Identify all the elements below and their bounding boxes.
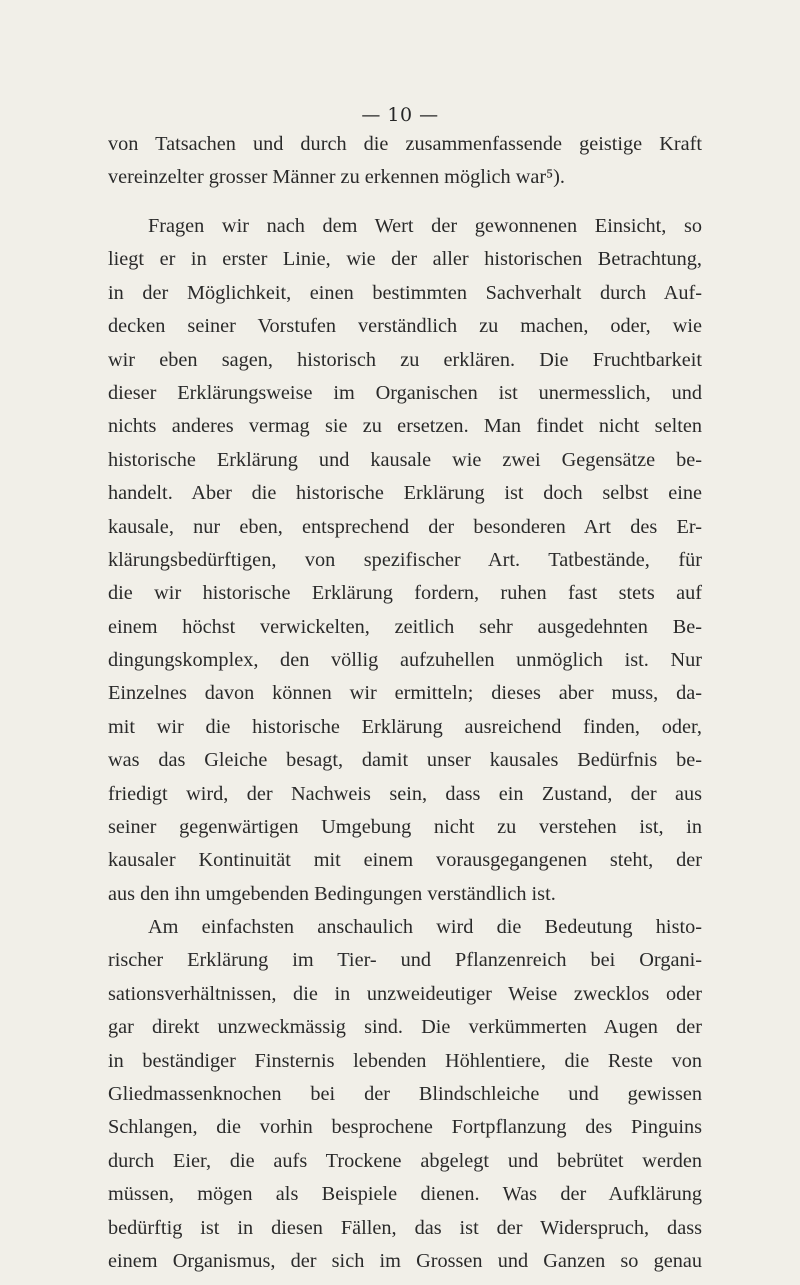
text-line: liegt er in erster Linie, wie der aller historischen Betrachtung, — [108, 248, 702, 271]
paragraph-example — [108, 911, 702, 1278]
text-line: sationsverhältnissen, die in unzweideutiger Weise zwecklos oder — [108, 982, 702, 1005]
text-line: einem Organismus, der sich im Grossen und Ganzen so genau — [108, 1249, 702, 1272]
text-line: klärungsbedürftigen, von spezifischer Art. Tatbestände, für — [108, 548, 702, 571]
paragraph-value-of-insight — [108, 210, 702, 911]
text-line: wir eben sagen, historisch zu erklären. Die Fruchtbarkeit — [108, 348, 702, 371]
text-line: was das Gleiche besagt, damit unser kausales Bedürfnis be- — [108, 749, 702, 772]
text-line: bedürftig ist in diesen Fällen, das ist der Widerspruch, dass — [108, 1216, 702, 1239]
text-line: von Tatsachen und durch die zusammenfassende geistige Kraft — [108, 133, 702, 155]
text-line: historische Erklärung und kausale wie zwei Gegensätze be- — [108, 448, 702, 471]
text-line: Schlangen, die vorhin besprochene Fortpflanzung des Pinguins — [108, 1116, 702, 1139]
text-line: kausaler Kontinuität mit einem vorausgegangenen steht, der — [108, 849, 702, 872]
page-number: — 10 — — [361, 104, 439, 126]
text-line: friedigt wird, der Nachweis sein, dass ein Zustand, der aus — [108, 782, 702, 805]
text-line: mit wir die historische Erklärung ausreichend finden, oder, — [108, 715, 702, 738]
text-line: dingungskomplex, den völlig aufzuhellen unmöglich ist. Nur — [108, 649, 702, 672]
text-line: in der Möglichkeit, einen bestimmten Sachverhalt durch Auf- — [108, 281, 702, 304]
text-line: einem höchst verwickelten, zeitlich sehr ausgedehnten Be- — [108, 615, 702, 638]
text-line: Einzelnes davon können wir ermitteln; dieses aber muss, da- — [108, 682, 702, 705]
paragraph-continuation — [108, 128, 702, 195]
text-line: handelt. Aber die historische Erklärung ist doch selbst eine — [108, 482, 702, 505]
text-line: gar direkt unzweckmässig sind. Die verkümmerten Augen der — [108, 1016, 702, 1039]
text-line: Fragen wir nach dem Wert der gewonnenen Einsicht, so — [148, 215, 702, 237]
text-line: Am einfachsten anschaulich wird die Bedeutung histo- — [148, 916, 702, 938]
text-line: die wir historische Erklärung fordern, ruhen fast stets auf — [108, 582, 702, 605]
text-line: aus den ihn umgebenden Bedingungen verständlich ist. — [108, 882, 556, 905]
text-line: decken seiner Vorstufen verständlich zu machen, oder, wie — [108, 315, 702, 338]
text-line: dieser Erklärungsweise im Organischen ist unermesslich, und — [108, 381, 702, 404]
text-line: durch Eier, die aufs Trockene abgelegt und bebrütet werden — [108, 1149, 702, 1172]
text-line: seiner gegenwärtigen Umgebung nicht zu verstehen ist, in — [108, 816, 702, 839]
text-line: Gliedmassenknochen bei der Blindschleiche und gewissen — [108, 1082, 702, 1105]
text-line: rischer Erklärung im Tier- und Pflanzenreich bei Organi- — [108, 949, 702, 972]
text-line: vereinzelter grosser Männer zu erkennen möglich war⁵). — [108, 166, 566, 189]
text-line: müssen, mögen als Beispiele dienen. Was der Aufklärung — [108, 1183, 702, 1206]
text-line: in beständiger Finsternis lebenden Höhlentiere, die Reste von — [108, 1049, 702, 1072]
text-line: kausale, nur eben, entsprechend der besonderen Art des Er- — [108, 515, 702, 538]
text-line: nichts anderes vermag sie zu ersetzen. Man findet nicht selten — [108, 415, 702, 438]
